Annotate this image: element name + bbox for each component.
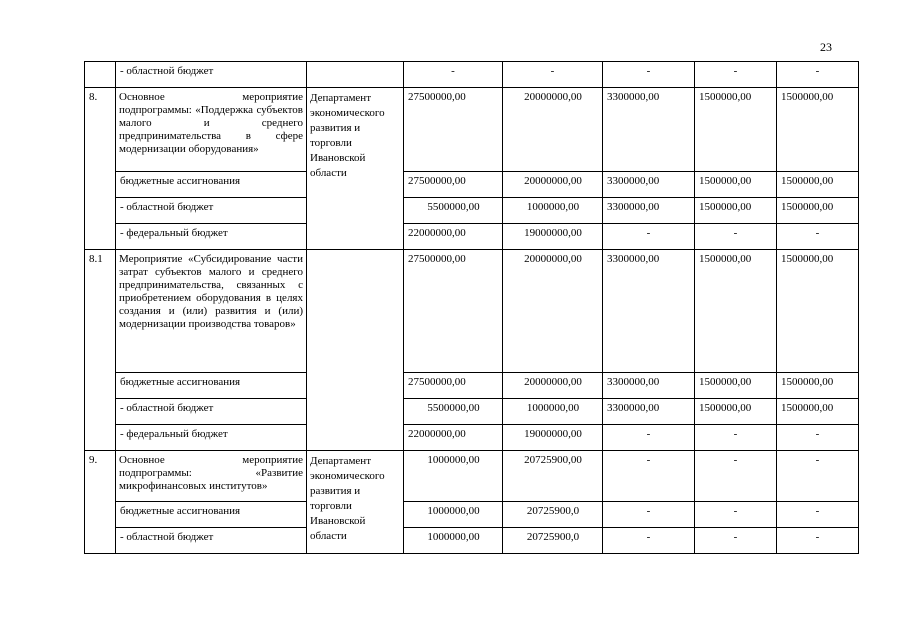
row-label: бюджетные ассигнования	[116, 373, 307, 399]
value-cell: 1500000,00	[695, 88, 777, 172]
value-cell: 20725900,00	[503, 451, 603, 502]
page-number: 23	[820, 40, 832, 54]
row-label: - областной бюджет	[116, 399, 307, 425]
table-row	[85, 399, 859, 425]
responsible-cell	[307, 250, 404, 451]
value-cell: 1500000,00	[695, 399, 777, 425]
table-row	[85, 172, 859, 198]
value-cell: 20000000,00	[503, 88, 603, 172]
activity-title: Мероприятие «Субсидирование части затрат субъектов малого и среднего предпринимательства, связанных с приобретением оборудования в целях создания и (или) развития и (или) модернизации производства товаров»	[116, 250, 307, 373]
value-cell: 27500000,00	[404, 172, 503, 198]
value-cell: -	[603, 224, 695, 250]
value-cell: 5500000,00	[404, 198, 503, 224]
responsible-department: Департамент экономического развития и торговли Ивановской области	[307, 451, 404, 554]
row-label: - областной бюджет	[116, 62, 307, 88]
value-cell: -	[777, 451, 859, 502]
table-row	[85, 62, 859, 88]
value-cell: -	[695, 425, 777, 451]
value-cell: 27500000,00	[404, 373, 503, 399]
table-row	[85, 502, 859, 528]
value-cell: -	[695, 528, 777, 554]
value-cell: 1500000,00	[695, 373, 777, 399]
value-cell: -	[695, 451, 777, 502]
value-cell: -	[603, 62, 695, 88]
value-cell: -	[777, 425, 859, 451]
responsible-department: Департамент экономического развития и торговли Ивановской области	[307, 88, 404, 250]
value-cell: 1500000,00	[695, 198, 777, 224]
value-cell: -	[777, 62, 859, 88]
value-cell: 5500000,00	[404, 399, 503, 425]
value-cell: -	[404, 62, 503, 88]
row-number: 8.1	[85, 250, 116, 451]
row-number: 8.	[85, 88, 116, 250]
value-cell: 22000000,00	[404, 425, 503, 451]
value-cell: 1000000,00	[404, 528, 503, 554]
table-row	[85, 250, 859, 373]
value-cell: 1500000,00	[695, 250, 777, 373]
value-cell: 3300000,00	[603, 88, 695, 172]
row-label: бюджетные ассигнования	[116, 172, 307, 198]
value-cell: 1500000,00	[777, 399, 859, 425]
responsible-cell	[307, 62, 404, 88]
row-number-cell	[85, 62, 116, 88]
table-row	[85, 198, 859, 224]
value-cell: 20000000,00	[503, 250, 603, 373]
value-cell: 1000000,00	[404, 451, 503, 502]
table-row	[85, 88, 859, 172]
value-cell: 1500000,00	[777, 250, 859, 373]
value-cell: 3300000,00	[603, 250, 695, 373]
row-label: - областной бюджет	[116, 528, 307, 554]
value-cell: 20725900,0	[503, 528, 603, 554]
value-cell: 1000000,00	[404, 502, 503, 528]
value-cell: 3300000,00	[603, 172, 695, 198]
table-row	[85, 451, 859, 502]
value-cell: -	[695, 502, 777, 528]
value-cell: 3300000,00	[603, 399, 695, 425]
activity-title: Основное мероприятие подпрограммы: «Поддержка субъектов малого и среднего предпринимательства в сфере модернизации оборудования»	[116, 88, 307, 172]
value-cell: -	[503, 62, 603, 88]
value-cell: 19000000,00	[503, 224, 603, 250]
row-label: - федеральный бюджет	[116, 425, 307, 451]
value-cell: 22000000,00	[404, 224, 503, 250]
value-cell: 1500000,00	[695, 172, 777, 198]
value-cell: -	[777, 224, 859, 250]
table-row	[85, 224, 859, 250]
value-cell: -	[695, 62, 777, 88]
value-cell: 3300000,00	[603, 373, 695, 399]
value-cell: -	[777, 502, 859, 528]
value-cell: 1000000,00	[503, 198, 603, 224]
value-cell: -	[603, 528, 695, 554]
table-row	[85, 373, 859, 399]
value-cell: 27500000,00	[404, 88, 503, 172]
value-cell: 1500000,00	[777, 88, 859, 172]
value-cell: 1500000,00	[777, 172, 859, 198]
row-number: 9.	[85, 451, 116, 554]
value-cell: 3300000,00	[603, 198, 695, 224]
table-row	[85, 528, 859, 554]
activity-title: Основное мероприятие подпрограммы: «Развитие микрофинансовых институтов»	[116, 451, 307, 502]
value-cell: 1500000,00	[777, 198, 859, 224]
value-cell: 20000000,00	[503, 373, 603, 399]
value-cell: -	[695, 224, 777, 250]
row-label: - федеральный бюджет	[116, 224, 307, 250]
value-cell: -	[603, 502, 695, 528]
value-cell: -	[777, 528, 859, 554]
funding-table	[84, 61, 859, 554]
value-cell: 19000000,00	[503, 425, 603, 451]
value-cell: 27500000,00	[404, 250, 503, 373]
value-cell: 1000000,00	[503, 399, 603, 425]
value-cell: 20000000,00	[503, 172, 603, 198]
value-cell: -	[603, 425, 695, 451]
value-cell: -	[603, 451, 695, 502]
table-row	[85, 425, 859, 451]
row-label: - областной бюджет	[116, 198, 307, 224]
value-cell: 20725900,0	[503, 502, 603, 528]
row-label: бюджетные ассигнования	[116, 502, 307, 528]
value-cell: 1500000,00	[777, 373, 859, 399]
